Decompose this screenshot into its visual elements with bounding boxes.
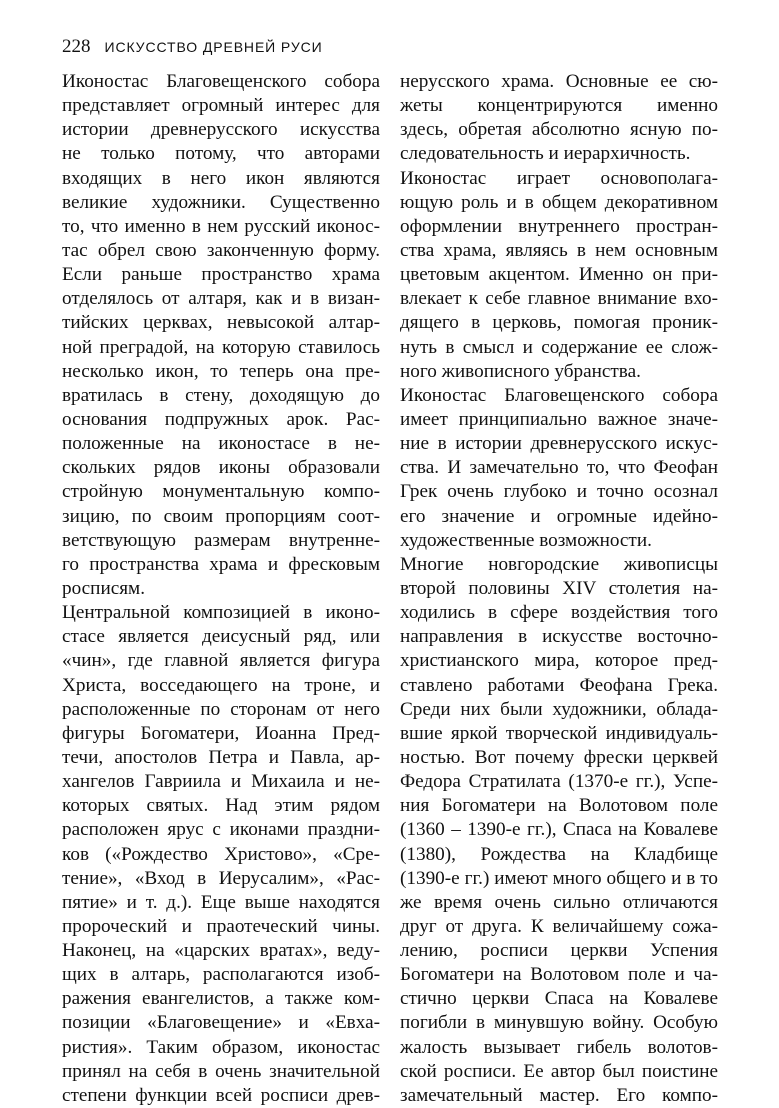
text-line: хангелов Гавриила и Михаила и не- bbox=[62, 771, 380, 793]
text-line: несколько икон, то теперь она пре- bbox=[62, 360, 380, 382]
text-line: замечательный мастер. Его компо- bbox=[400, 1084, 718, 1106]
text-line: цветовым акцентом. Именно он при- bbox=[400, 264, 718, 286]
text-line: ристия». Таким образом, иконостас bbox=[62, 1036, 380, 1058]
text-line: следовательность и иерархичность. bbox=[400, 143, 691, 165]
text-line: имеет принципиально важное значе- bbox=[400, 408, 718, 430]
running-title: ИСКУССТВО ДРЕВНЕЙ РУСИ bbox=[104, 39, 323, 55]
text-line: стично церкви Спаса на Ковалеве bbox=[400, 988, 718, 1010]
text-line: «чин», где главной является фигура bbox=[62, 650, 380, 672]
text-line: которых святых. Над этим рядом bbox=[62, 795, 380, 817]
text-line: ской росписи. Ее автор был поистине bbox=[400, 1060, 718, 1082]
text-line: (1380), Рождества на Кладбище bbox=[400, 843, 718, 865]
text-line: Наконец, на «царских вратах», веду- bbox=[62, 940, 380, 962]
text-line: тийских церквах, невысокой алтар- bbox=[62, 312, 380, 334]
text-line: фигуры Богоматери, Иоанна Пред- bbox=[62, 722, 380, 744]
text-line: же время очень сильно отличаются bbox=[400, 891, 718, 913]
text-column-right bbox=[400, 70, 718, 1108]
text-line: жалость вызывает гибель волотов- bbox=[400, 1036, 718, 1058]
text-line: стасе является деисусный ряд, или bbox=[62, 626, 380, 648]
text-line: ние в истории древнерусского искус- bbox=[400, 433, 718, 455]
page-number: 228 bbox=[62, 36, 91, 57]
text-line: жеты концентрируются именно bbox=[400, 95, 718, 117]
text-line: друг от друга. К величайшему сожа- bbox=[400, 915, 718, 937]
text-line: вшие яркой творческой индивидуаль- bbox=[400, 722, 718, 744]
text-line: ставлено работами Феофана Грека. bbox=[400, 674, 718, 696]
text-line: Среди них были художники, облада- bbox=[400, 698, 718, 720]
text-line: истории древнерусского искусства bbox=[62, 119, 380, 141]
text-line: христианского мира, которое пред- bbox=[400, 650, 718, 672]
paragraph-first-line: Иконостас играет основополага- bbox=[400, 167, 718, 189]
text-line: влекает к себе главное внимание вхо- bbox=[400, 288, 718, 310]
text-line: ностью. Вот почему фрески церквей bbox=[400, 746, 718, 768]
text-line: Федора Стратилата (1370-е гг.), Успе- bbox=[400, 771, 718, 793]
text-line: ния Богоматери на Волотовом поле bbox=[400, 795, 718, 817]
text-line: представляет огромный интерес для bbox=[62, 95, 380, 117]
text-column-left bbox=[62, 70, 380, 1108]
text-line: ного живописного убранства. bbox=[400, 360, 641, 382]
text-line: течи, апостолов Петра и Павла, ар- bbox=[62, 746, 380, 768]
text-line: расположен ярус с иконами праздни- bbox=[62, 819, 380, 841]
text-line: ства. И замечательно то, что Феофан bbox=[400, 457, 718, 479]
text-line: ков («Рождество Христово», «Сре- bbox=[62, 843, 380, 865]
text-line: нерусского храма. Основные ее сю- bbox=[400, 71, 718, 92]
text-line: росписям. bbox=[62, 577, 145, 599]
text-line: великие художники. Существенно bbox=[62, 191, 380, 213]
text-line: ства храма, являясь в нем основным bbox=[400, 239, 718, 261]
text-line: Грек очень глубоко и точно осознал bbox=[400, 481, 718, 503]
text-line: тение», «Вход в Иерусалим», «Рас- bbox=[62, 867, 380, 889]
text-line: нуть в смысл и содержание ее слож- bbox=[400, 336, 718, 358]
text-line: то, что именно в нем русский иконос- bbox=[62, 215, 380, 237]
text-line: здесь, обретая абсолютно ясную по- bbox=[400, 119, 718, 141]
text-line: (1360 – 1390-е гг.), Спаса на Ковалеве bbox=[400, 819, 718, 841]
text-line: погибли в минувшую войну. Особую bbox=[400, 1012, 718, 1034]
text-line: дящего в церковь, помогая проник- bbox=[400, 312, 718, 334]
text-line: его значение и огромные идейно- bbox=[400, 505, 718, 527]
text-line: входящих в него икон являются bbox=[62, 167, 380, 189]
text-line: скольких рядов иконы образовали bbox=[62, 457, 380, 479]
text-line: ной преградой, на которую ставилось bbox=[62, 336, 380, 358]
text-line: ходились в сфере воздействия того bbox=[400, 602, 718, 624]
text-line: отделялось от алтаря, как и в визан- bbox=[62, 288, 380, 310]
paragraph-first-line: Иконостас Благовещенского собора bbox=[62, 71, 380, 92]
text-line: ражения евангелистов, а также ком- bbox=[62, 988, 380, 1010]
text-line: стройную монументальную компо- bbox=[62, 481, 380, 503]
paragraph-first-line: Иконостас Благовещенского собора bbox=[400, 384, 718, 406]
text-line: Христа, восседающего на троне, и bbox=[62, 674, 380, 696]
text-line: щих в алтарь, располагаются изоб- bbox=[62, 964, 380, 986]
text-line: лению, росписи церкви Успения bbox=[400, 940, 718, 962]
text-line: пятие» и т. д.). Еще выше находятся bbox=[62, 891, 380, 913]
text-line: положенные на иконостасе в не- bbox=[62, 433, 380, 455]
text-line: вратилась в стену, доходящую до bbox=[62, 384, 380, 406]
text-line: второй половины XIV столетия на- bbox=[400, 577, 718, 599]
text-line: позиции «Благовещение» и «Евха- bbox=[62, 1012, 380, 1034]
text-line: (1390-е гг.) имеют много общего и в то bbox=[400, 867, 718, 889]
text-line: художественные возможности. bbox=[400, 529, 652, 551]
text-line: степени функции всей росписи древ- bbox=[62, 1084, 380, 1106]
text-line: го пространства храма и фресковым bbox=[62, 553, 380, 575]
text-line: принял на себя в очень значительной bbox=[62, 1060, 380, 1082]
text-line: основания подпружных арок. Рас- bbox=[62, 408, 380, 430]
paragraph-first-line: Многие новгородские живописцы bbox=[400, 553, 718, 575]
paragraph-first-line: Центральной композицией в иконо- bbox=[62, 602, 380, 624]
text-line: ющую роль и в общем декоративном bbox=[400, 191, 718, 213]
text-line: зицию, по своим пропорциям соот- bbox=[62, 505, 380, 527]
text-line: оформлении внутреннего простран- bbox=[400, 215, 718, 237]
text-line: Богоматери на Волотовом поле и ча- bbox=[400, 964, 718, 986]
text-line: направления в искусстве восточно- bbox=[400, 626, 718, 648]
text-line: Если раньше пространство храма bbox=[62, 264, 380, 286]
page-header bbox=[62, 36, 323, 60]
text-line: пророческий и праотеческий чины. bbox=[62, 915, 380, 937]
text-line: тас обрел свою законченную форму. bbox=[62, 239, 380, 261]
text-line: расположенные по сторонам от него bbox=[62, 698, 380, 720]
text-line: ветствующую размерам внутренне- bbox=[62, 529, 380, 551]
text-line: не только потому, что авторами bbox=[62, 143, 380, 165]
